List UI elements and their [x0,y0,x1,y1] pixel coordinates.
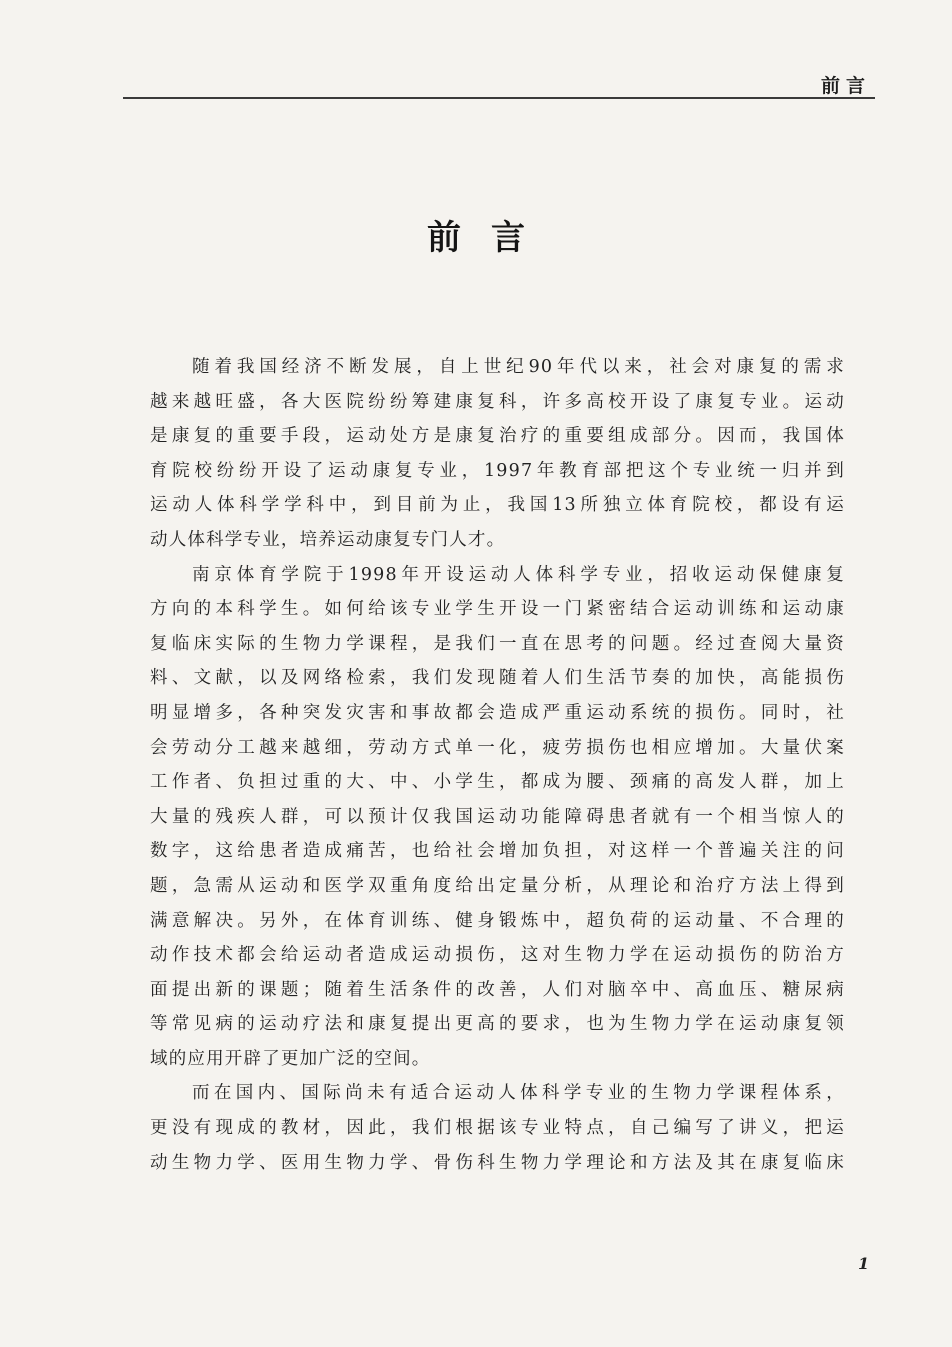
text-line: 是康复的重要手段，运动处方是康复治疗的重要组成部分。因而，我国体 [150,426,845,447]
page-title: 前言 [427,218,555,258]
paragraph-1 [150,350,845,558]
text-line: 题，急需从运动和医学双重角度给出定量分析，从理论和治疗方法上得到 [150,875,845,896]
text-line: 动人体科学专业，培养运动康复专门人才。 [150,529,506,550]
text-line: 随着我国经济不断发展，自上世纪90年代以来，社会对康复的需求 [192,357,845,377]
text-line: 满意解决。另外，在体育训练、健身锻炼中，超负荷的运动量、不合理的 [150,910,845,931]
text-line: 料、文献，以及网络检索，我们发现随着人们生活节奏的加快，高能损伤 [150,668,845,689]
text-line: 面提出新的课题；随着生活条件的改善，人们对脑卒中、高血压、糖尿病 [150,979,845,1000]
text-line: 方向的本科学生。如何给该专业学生开设一门紧密结合运动训练和运动康 [150,599,845,620]
header-rule [123,97,875,99]
text-line: 工作者、负担过重的大、中、小学生，都成为腰、颈痛的高发人群，加上 [150,772,845,793]
text-line: 育院校纷纷开设了运动康复专业，1997年教育部把这个专业统一归并到 [150,460,845,481]
text-line: 数字，这给患者造成痛苦，也给社会增加负担，对这样一个普遍关注的问 [150,841,845,862]
body-text [150,350,845,1180]
paragraph-2 [150,558,845,1077]
text-line: 运动人体科学学科中，到目前为止，我国13所独立体育院校，都设有运 [150,495,845,516]
text-line: 而在国内、国际尚未有适合运动人体科学专业的生物力学课程体系， [192,1083,845,1104]
text-line: 域的应用开辟了更加广泛的空间。 [150,1048,431,1069]
text-line: 复临床实际的生物力学课程，是我们一直在思考的问题。经过查阅大量资 [150,633,845,654]
running-header [123,68,875,98]
paragraph-3 [150,1076,845,1180]
text-line: 越来越旺盛，各大医院纷纷筹建康复科，许多高校开设了康复专业。运动 [150,391,845,412]
text-line: 会劳动分工越来越细，劳动方式单一化，疲劳损伤也相应增加。大量伏案 [150,737,845,758]
text-line: 南京体育学院于1998年开设运动人体科学专业，招收运动保健康复 [192,564,845,585]
running-header-chapter: 前言 [820,75,871,97]
text-line: 更没有现成的教材，因此，我们根据该专业特点，自己编写了讲义，把运 [150,1118,845,1139]
text-line: 等常见病的运动疗法和康复提出更高的要求，也为生物力学在运动康复领 [150,1014,845,1035]
text-line: 动作技术都会给运动者造成运动损伤，这对生物力学在运动损伤的防治方 [150,945,845,966]
text-line: 大量的残疾人群，可以预计仅我国运动功能障碍患者就有一个相当惊人的 [150,806,845,827]
text-line: 明显增多，各种突发灾害和事故都会造成严重运动系统的损伤。同时，社 [150,702,845,723]
text-line: 动生物力学、医用生物力学、骨伤科生物力学理论和方法及其在康复临床 [150,1152,845,1173]
page-number: 1 [858,1254,870,1273]
